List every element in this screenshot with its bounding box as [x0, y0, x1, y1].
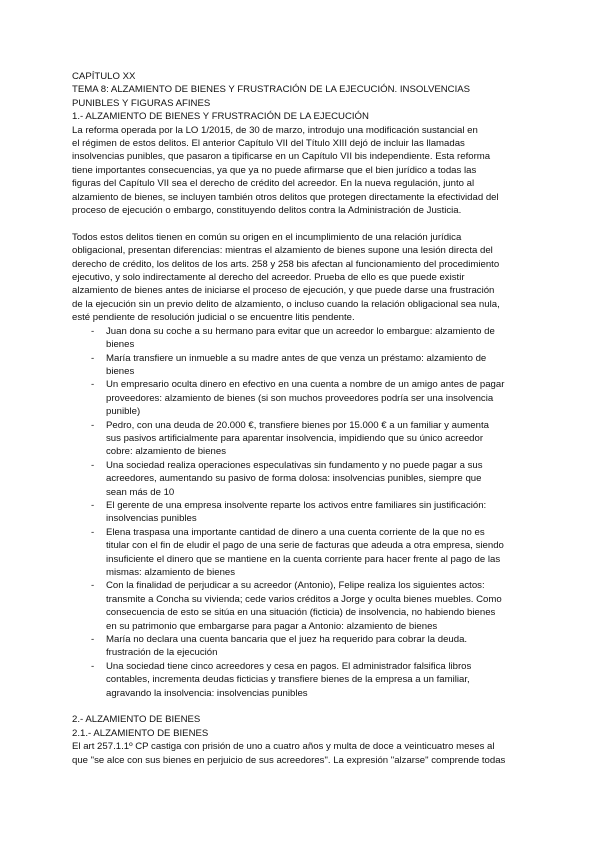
paragraph-line: que "se alce con sus bienes en perjuicio de sus acreedores". La expresión "alzarse" comprende todas — [72, 754, 506, 766]
list-item-line: Con la finalidad de perjudicar a su acreedor (Antonio), Felipe realiza los siguientes actos: — [106, 580, 485, 592]
list-item-line: sean más de 10 — [106, 486, 175, 498]
paragraph-spacer — [72, 217, 530, 230]
list-item-line: acreedores, aumentando su pasivo de forma dolosa: insolvencias punibles, siempre que — [106, 473, 482, 485]
bullet-dash: - — [91, 379, 95, 391]
list-item-line: proveedores: alzamiento de bienes (si son muchos proveedores podría ser una insolvencia — [106, 392, 494, 404]
section-2-heading: 2.- ALZAMIENTO DE BIENES — [72, 714, 201, 726]
section-1-heading: 1.- ALZAMIENTO DE BIENES Y FRUSTRACIÓN DE LA EJECUCIÓN — [72, 111, 369, 123]
list-item-line: Una sociedad realiza operaciones especulativas sin fundamento y no puede pagar a sus — [106, 459, 483, 471]
bullet-dash: - — [91, 634, 95, 646]
section-2-1-paragraph — [72, 740, 530, 767]
bullet-dash: - — [91, 499, 95, 511]
list-item-line: El gerente de una empresa insolvente reparte los activos entre familiares sin justificación: — [106, 499, 487, 511]
list-item-line: Pedro, con una deuda de 20.000 €, transfiere bienes por 15.000 € a un familiar y aumenta — [106, 419, 489, 431]
paragraph-line: de la ejecución sin un previo delito de alzamiento, o incluso cuando la relación obligacional sea nula, — [72, 298, 500, 310]
list-item — [72, 660, 530, 700]
paragraph-line: tiene importantes consecuencias, ya que ya no puede afirmarse que el bien jurídico a todas las — [72, 164, 477, 176]
list-item-line: punible) — [106, 406, 141, 418]
list-item — [72, 325, 530, 352]
paragraph-line: alzamiento de bienes antes de iniciarse el proceso de ejecución, y que puede darse una frustración — [72, 285, 495, 297]
list-item-line: Elena traspasa una importante cantidad de dinero a una cuenta corriente de la que no es — [106, 526, 485, 538]
bullet-dash: - — [91, 325, 95, 337]
paragraph-line: derecho de crédito, los delitos de los arts. 258 y 258 bis afectan al funcionamiento del procedimiento — [72, 258, 500, 270]
list-item — [72, 526, 530, 580]
list-item-line: cobre: alzamiento de bienes — [106, 446, 226, 458]
list-item-line: en su patrimonio que embargarse para pagar a Antonio: alzamiento de bienes — [106, 620, 438, 632]
list-item-line: consecuencia de esto se sitúa en una situación (ficticia) de insolvencia, no habiendo bienes — [106, 607, 496, 619]
paragraph-line: el régimen de estos delitos. El anterior Capítulo VII del Título XIII dejó de incluir las llamadas — [72, 138, 465, 150]
list-item-line: frustración de la ejecución — [106, 647, 218, 659]
paragraph-line: proceso de ejecución o embargo, constituyendo delitos contra la Administración de Justicia. — [72, 205, 462, 217]
list-item — [72, 459, 530, 499]
paragraph-line: El art 257.1.1º CP castiga con prisión de uno a cuatro años y multa de doce a veinticuatro meses al — [72, 741, 495, 753]
paragraph-line: obligacional, presentan diferencias: mientras el alzamiento de bienes supone una lesión directa del — [72, 245, 493, 257]
paragraph-line: La reforma operada por la LO 1/2015, de 30 de marzo, introdujo una modificación sustancial en — [72, 124, 478, 136]
bullet-dash: - — [91, 419, 95, 431]
chapter-title: CAPÍTULO XX — [72, 71, 136, 82]
list-item — [72, 419, 530, 459]
list-item-line: mismas: alzamiento de bienes — [106, 567, 236, 579]
list-item-line: Juan dona su coche a su hermano para evitar que un acreedor lo embargue: alzamiento de — [106, 325, 495, 337]
list-item-line: sus pasivos artificialmente para aparentar insolvencia, impidiendo que su único acreedor — [106, 432, 484, 444]
topic-title-line-1: TEMA 8: ALZAMIENTO DE BIENES Y FRUSTRACIÓN DE LA EJECUCIÓN. INSOLVENCIAS — [72, 84, 471, 96]
section-1-paragraph-1 — [72, 124, 530, 218]
paragraph-line: alzamiento de bienes, se incluyen también otros delitos que protegen directamente la efectividad del — [72, 191, 499, 203]
paragraph-line: ejecutivo, y solo indirectamente al derecho del acreedor. Prueba de ello es que puede existir — [72, 272, 465, 284]
section-spacer — [72, 700, 530, 713]
bullet-dash: - — [91, 660, 95, 672]
topic-title-line-2: PUNIBLES Y FIGURAS AFINES — [72, 97, 211, 109]
paragraph-line: insolvencias punibles, que pasaron a tipificarse en un Capítulo VII bis independiente. Esta reforma — [72, 151, 491, 163]
list-item — [72, 579, 530, 633]
list-item-line: Un empresario oculta dinero en efectivo en una cuenta a nombre de un amigo antes de pagar — [106, 379, 505, 391]
list-item — [72, 633, 530, 660]
section-1-paragraph-2 — [72, 231, 530, 325]
paragraph-line: esté pendiente de resolución judicial o se encuentre litis pendente. — [72, 312, 355, 324]
document-page — [72, 70, 530, 767]
section-2-1-heading: 2.1.- ALZAMIENTO DE BIENES — [72, 727, 209, 739]
list-item-line: Una sociedad tiene cinco acreedores y cesa en pagos. El administrador falsifica libros — [106, 660, 472, 672]
list-item — [72, 352, 530, 379]
list-item-line: insolvencias punibles — [106, 513, 197, 525]
list-item-line: María no declara una cuenta bancaria que el juez ha requerido para cobrar la deuda. — [106, 634, 468, 646]
list-item — [72, 499, 530, 526]
list-item-line: bienes — [106, 365, 135, 377]
bullet-dash: - — [91, 352, 95, 364]
bullet-dash: - — [91, 526, 95, 538]
bullet-dash: - — [91, 459, 95, 471]
paragraph-line: Todos estos delitos tienen en común su origen en el incumplimiento de una relación jurídica — [72, 231, 462, 243]
list-item-line: bienes — [106, 339, 135, 351]
list-item — [72, 378, 530, 418]
list-item-line: agravando la insolvencia: insolvencias punibles — [106, 687, 308, 699]
bullet-dash: - — [91, 580, 95, 592]
list-item-line: transmite a Concha su vivienda; cede varios créditos a Jorge y oculta bienes muebles. Como — [106, 593, 502, 605]
examples-list — [72, 325, 530, 700]
list-item-line: contables, incrementa deudas ficticias y transfiere bienes de la empresa a un familiar, — [106, 674, 470, 686]
list-item-line: insuficiente el dinero que se mantiene en la cuenta corriente para hacer frente al pago de las — [106, 553, 501, 565]
list-item-line: María transfiere un inmueble a su madre antes de que venza un préstamo: alzamiento de — [106, 352, 487, 364]
list-item-line: titular con el fin de eludir el pago de una serie de facturas que adeuda a otra empresa, siendo — [106, 540, 504, 552]
paragraph-line: figuras del Capítulo VII sea el derecho de crédito del acreedor. En la nueva regulación, junto al — [72, 178, 475, 190]
